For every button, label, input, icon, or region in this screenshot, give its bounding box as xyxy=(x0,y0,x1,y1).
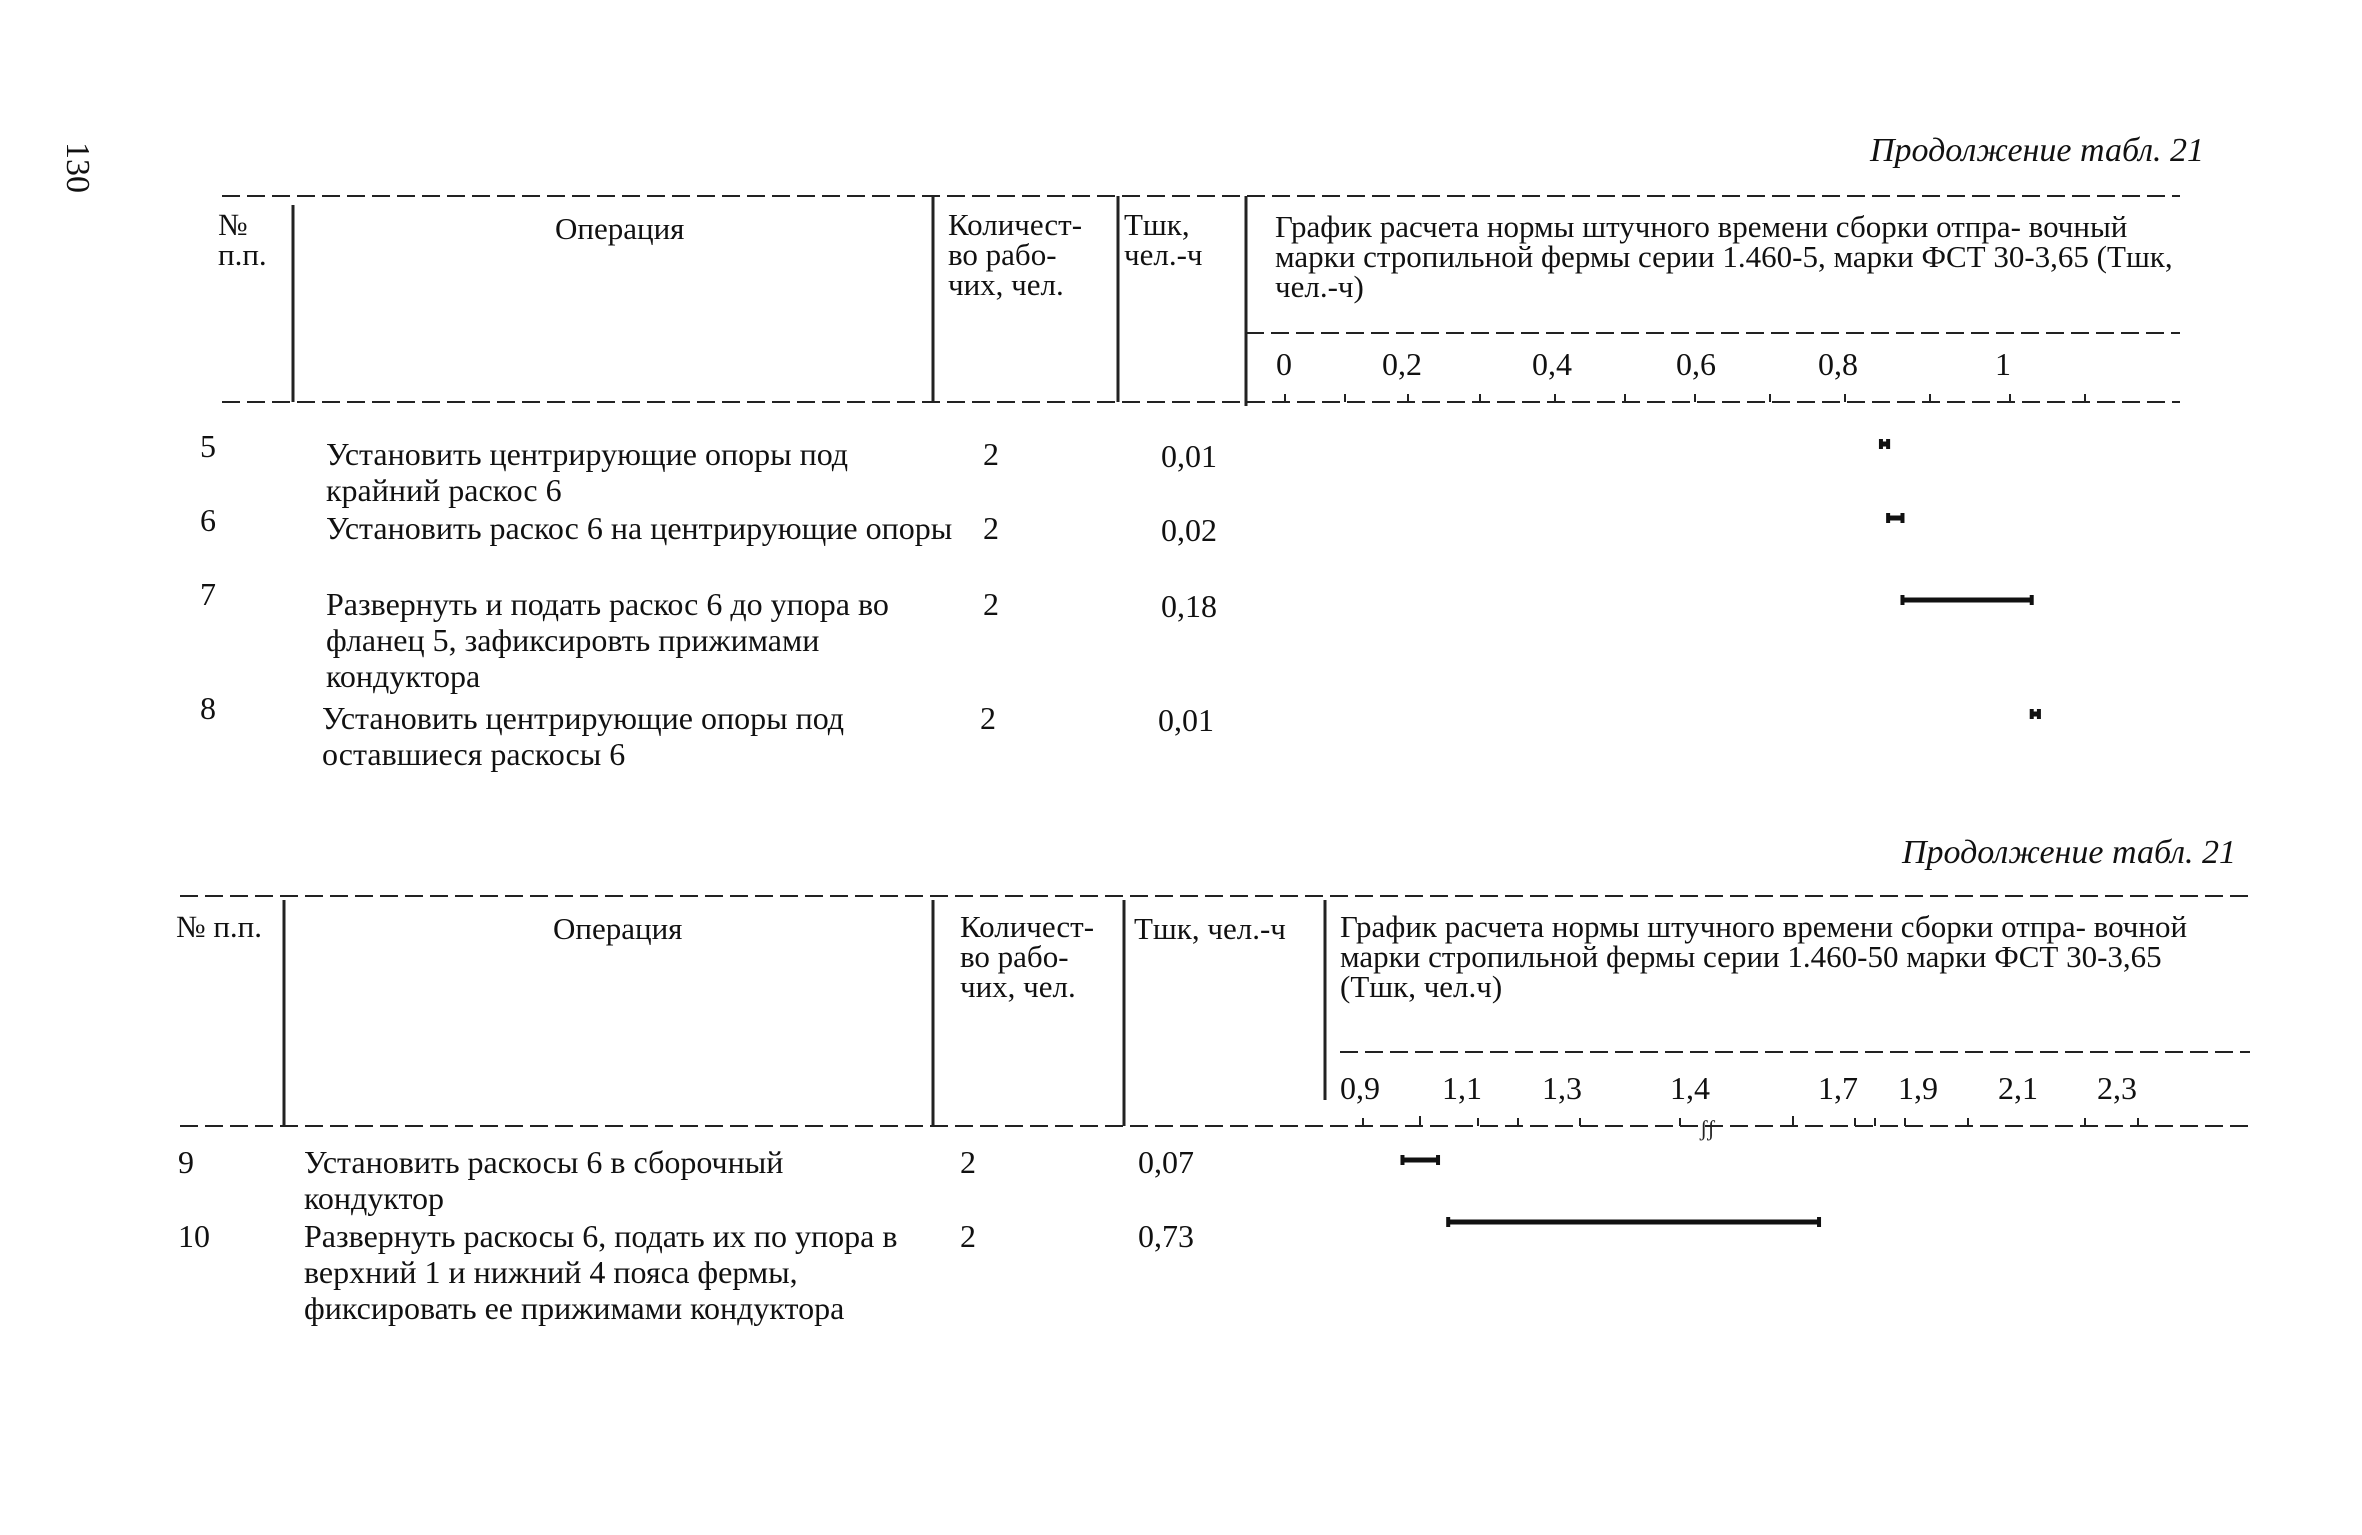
row-workers: 2 xyxy=(983,510,999,546)
table-a-caption: Продолжение табл. 21 xyxy=(1870,132,2205,169)
scale-tick: 0,6 xyxy=(1676,346,1716,382)
row-num: 8 xyxy=(200,690,216,726)
row-num: 5 xyxy=(200,428,216,464)
scale-tick: 0,8 xyxy=(1818,346,1858,382)
row-workers: 2 xyxy=(983,436,999,472)
scale-tick: 0,4 xyxy=(1532,346,1572,382)
row-workers: 2 xyxy=(960,1218,976,1254)
row-num: 10 xyxy=(178,1218,210,1254)
table-b-caption: Продолжение табл. 21 xyxy=(1902,834,2237,871)
row-operation: Установить раскосы 6 в сборочный кондуктор xyxy=(304,1144,784,1216)
row-operation: Установить раскос 6 на центрирующие опоры xyxy=(326,510,953,546)
row-t: 0,18 xyxy=(1161,588,1217,624)
scale-tick: 2,1 xyxy=(1998,1070,2038,1106)
table-a-header-num: № п.п. xyxy=(218,207,267,272)
row-t: 0,07 xyxy=(1138,1144,1194,1180)
row-operation: Установить центрирующие опоры под крайний раскос 6 xyxy=(326,436,849,508)
table-b-header-operation: Операция xyxy=(553,911,683,946)
row-operation: Развернуть и подать раскос 6 до упора во фланец 5, зафиксировть прижимами кондуктора xyxy=(326,586,889,694)
scale-tick: 2,3 xyxy=(2097,1070,2137,1106)
row-workers: 2 xyxy=(980,700,996,736)
table-a-header-chart: График расчета нормы штучного времени сборки отпра- вочный марки стропильной фермы серии 1.460-5, марки ФСТ 30-3,65 (Tшк, чел.-ч) xyxy=(1275,209,2173,304)
table-b-header-workers: Количест- во рабо- чих, чел. xyxy=(960,909,1095,1004)
scale-tick: 1 xyxy=(1995,346,2011,382)
scale-tick: 1,7 xyxy=(1818,1070,1858,1106)
svg-text:ʃʃ: ʃʃ xyxy=(1700,1116,1715,1141)
gantt-bar xyxy=(1448,1217,1819,1227)
row-workers: 2 xyxy=(960,1144,976,1180)
table-b-header-chart: График расчета нормы штучного времени сборки отпра- вочной марки стропильной фермы серии 1.460-50 марки ФСТ 30-3,65 (Tшк, чел.ч) xyxy=(1340,909,2188,1004)
scale-tick: 1,4 xyxy=(1670,1070,1710,1106)
table-a-header-t: Tшк, чел.-ч xyxy=(1124,207,1203,272)
row-num: 9 xyxy=(178,1144,194,1180)
scale-tick: 0,9 xyxy=(1340,1070,1380,1106)
table-a-header-operation: Операция xyxy=(555,211,685,246)
scale-tick: 0 xyxy=(1276,346,1292,382)
table-b-header-num: № п.п. xyxy=(176,909,263,944)
row-t: 0,01 xyxy=(1161,438,1217,474)
row-t: 0,01 xyxy=(1158,702,1214,738)
table-a-header-workers: Количест- во рабо- чих, чел. xyxy=(948,207,1083,302)
table-b-header-t: Tшк, чел.-ч xyxy=(1134,911,1286,946)
scale-tick: 1,9 xyxy=(1898,1070,1938,1106)
row-workers: 2 xyxy=(983,586,999,622)
row-t: 0,02 xyxy=(1161,512,1217,548)
row-num: 6 xyxy=(200,502,216,538)
gantt-bar xyxy=(1402,1155,1438,1165)
scale-tick: 1,1 xyxy=(1442,1070,1482,1106)
scale-tick: 1,3 xyxy=(1542,1070,1582,1106)
row-operation: Установить центрирующие опоры под оставшиеся раскосы 6 xyxy=(322,700,845,772)
scale-tick: 0,2 xyxy=(1382,346,1422,382)
row-operation: Развернуть раскосы 6, подать их по упора в верхний 1 и нижний 4 пояса фермы, фиксировать ее прижимами кондуктора xyxy=(304,1218,898,1326)
row-t: 0,73 xyxy=(1138,1218,1194,1254)
page-number: 130 xyxy=(59,142,96,193)
row-num: 7 xyxy=(200,576,216,612)
